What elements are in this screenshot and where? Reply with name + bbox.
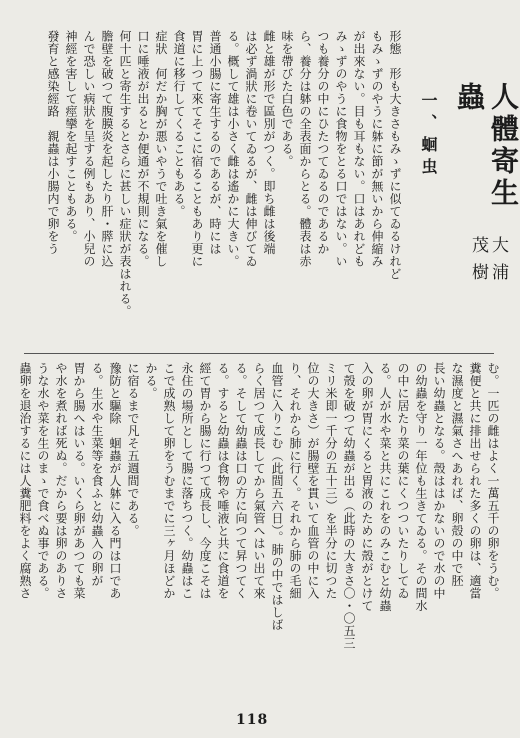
text-column: 口に唾液が出るとか便通が不規則になる。	[136, 30, 150, 268]
text-column: 蟲卵を退治するには人糞肥料をよく腐熟さ	[18, 362, 32, 600]
text-column: ら、養分は躰の全表面からとる。體表は赤	[298, 30, 312, 268]
text-column: かる。	[144, 362, 158, 400]
text-column: みゝずのやうに食物をとる口ではない。い	[334, 30, 348, 268]
text-column: 雌と雄が形で區別がつく。即ち雌は後端	[262, 30, 276, 255]
text-column: 發育と感染經路 親蟲は小腸内で卵をう	[46, 30, 60, 255]
text-column: 味を帶びた白色である。	[280, 30, 294, 168]
text-column: の中に居たり菜の葉にくつついたりしてゐ	[396, 362, 410, 600]
text-column: 血管に入りこむ（此間五六日）。肺の中ではしば	[270, 362, 284, 631]
text-column: ミリ米即一千分の五十三）を半分に切つた	[324, 362, 338, 600]
text-column: んで恐しい病狀を呈する例もあり、小兒の	[82, 30, 96, 268]
text-column: 胃に上つて來てそこに宿ることもあり更に	[190, 30, 204, 268]
text-column: 食道に移行してくることもある。	[172, 30, 186, 218]
text-column: 何十匹と寄生するとさらに甚しい症狀が表はれる。	[118, 30, 132, 318]
text-column: る。人が水や菜と共にこれをのみこむと幼蟲	[378, 362, 392, 612]
author-name: 大浦 茂樹	[468, 236, 508, 290]
text-column: 胃から腸へはいる。いくら卵があつても菜	[72, 362, 86, 600]
text-column: 豫防と驅除 蛔蟲が人躰に入る門は口であ	[108, 362, 122, 600]
text-column: 糞便と共に排出せられた多くの卵は、適當	[468, 362, 482, 600]
text-column: 經て胃から腸に行つて成長し、今度こそは	[198, 362, 212, 600]
text-column: な濕度と濕氣さへあれば、卵殻の中で胚	[450, 362, 464, 587]
page-number: 118	[236, 712, 269, 728]
text-column: が出來ない。目も耳もない。口はあれども	[352, 30, 366, 268]
text-column: て殼を破つて幼蟲が出る（此時の大きさ〇・〇五三	[342, 362, 356, 650]
text-column: 位の大きさ）が腸壁を貫いて血管の中に入	[306, 362, 320, 600]
text-column: る。そして幼蟲は口の方に向つて昇つてく	[234, 362, 248, 600]
text-column: 神經を害して痙攣を起すこともある。	[64, 30, 78, 243]
text-column: り、それから肺に行く。それから肺の毛細	[288, 362, 302, 600]
text-column: つも養分の中にひたつてゐるのであるか	[316, 30, 330, 255]
text-column: る。生水や生菜等を食ふと幼蟲入の卵が	[90, 362, 104, 587]
text-column: うな水や菜を生のまゝで食べぬ事である。	[36, 362, 50, 600]
text-column: こで成熟して卵をうむまでに三ヶ月ほどか	[162, 362, 176, 600]
section-heading: 一、蛔虫	[419, 92, 438, 180]
text-column: む。一匹の雌はよく一萬五千の卵をうむ。	[486, 362, 500, 600]
text-column: る。すると幼蟲は食物や唾液と共に食道を	[216, 362, 230, 600]
text-column: 入の卵が胃にくると胃液のために殼がとけて	[360, 362, 374, 612]
text-column: や水を煮れば死ぬ。だから要は卵のありさ	[54, 362, 68, 600]
text-column: る。概して雄は小さく雌は遙かに大きい。	[226, 30, 240, 268]
text-column: 形態 形も大きさもみゝずに似てゐるけれど	[388, 30, 402, 280]
text-column: は必ず渦狀に卷いてゐるが、雌は伸びてゐ	[244, 30, 258, 268]
text-column: の幼蟲を守り一年位も生きてゐる。その間水	[414, 362, 428, 612]
text-column: 膽壁を破つて腹膜炎を起したり肝・膵に込	[100, 30, 114, 268]
text-column: らく居つて成長してから氣管へはい出て來	[252, 362, 266, 600]
text-column: 普通小腸に寄生するのであるが、時には	[208, 30, 222, 255]
text-column: 永住の場所として腸に落ちつく。幼蟲はこ	[180, 362, 194, 600]
text-column: 症狀 何だか胸が悪いやうで吐き氣を催し	[154, 30, 168, 268]
text-column: もみゝずのやうに躰に節が無いから伸縮み	[370, 30, 384, 268]
horizontal-divider	[24, 353, 494, 354]
text-column: に宿るまで凡そ五週間である。	[126, 362, 140, 537]
text-column: 長い幼蟲となる。殼ははかないので水の中	[432, 362, 446, 600]
article-title: 人體寄生蟲	[453, 82, 520, 210]
